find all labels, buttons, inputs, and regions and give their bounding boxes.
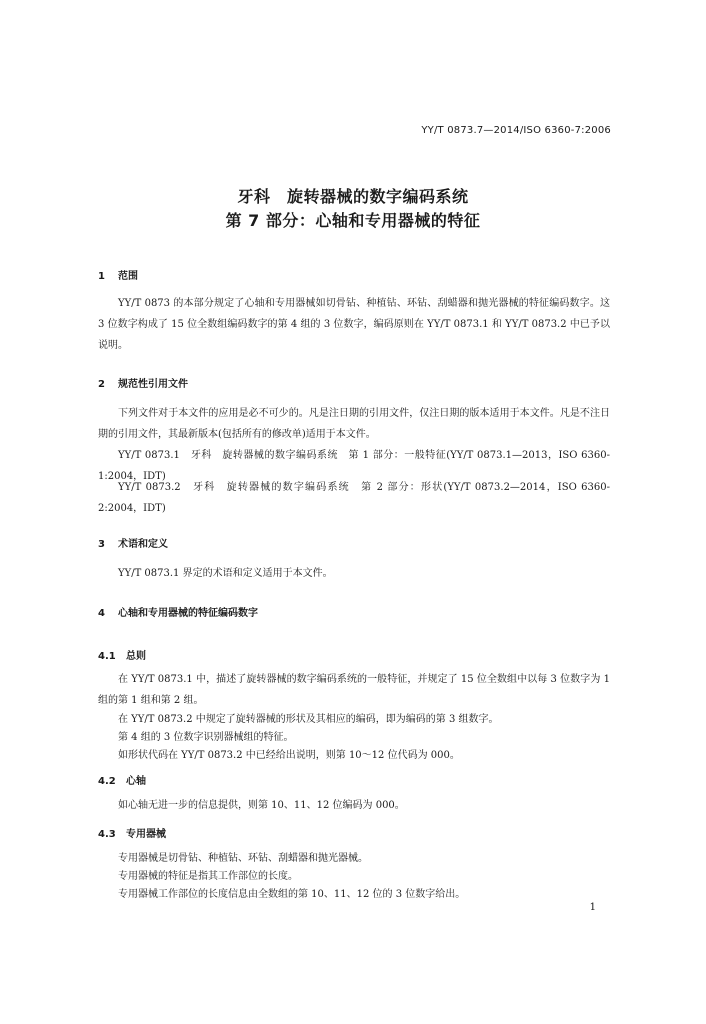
section-1-paragraph: YY/T 0873 的本部分规定了心轴和专用器械如切骨钻、种植钻、环钻、刮蜡器和抛光器械的特征编码数字。这 3 位数字构成了 15 位全数组编码数字的第 4 组的 3 位数字，编码原则在 YY/T 0873.1 和 YY/T 0873.2 中已予以说明。 (98, 298, 610, 351)
normative-reference-2: YY/T 0873.2 牙科 旋转器械的数字编码系统 第 2 部分：形状(YY/T 0873.2—2014，ISO 6360-2:2004，IDT) (98, 482, 610, 514)
normative-reference-1: YY/T 0873.1 牙科 旋转器械的数字编码系统 第 1 部分：一般特征(YY/T 0873.1—2013，ISO 6360-1:2004，IDT) (98, 450, 610, 482)
section-4-2-heading (98, 772, 146, 787)
document-title-line-1: 牙科 旋转器械的数字编码系统 (237, 187, 469, 206)
section-1-heading (98, 267, 138, 282)
section-title: 专用器械 (126, 829, 166, 840)
section-4-heading (98, 604, 258, 619)
section-3-heading (98, 535, 168, 550)
section-4-3-paragraph-1: 专用器械是切骨钻、种植钻、环钻、刮蜡器和抛光器械。 (118, 853, 368, 864)
section-number: 4 (98, 608, 105, 619)
section-4-1-paragraph-2: 在 YY/T 0873.2 中规定了旋转器械的形状及其相应的编码，即为编码的第 3 组数字。 (118, 714, 499, 725)
section-number: 2 (98, 379, 105, 390)
section-title: 心轴 (126, 776, 146, 787)
section-4-1-paragraph-4: 如形状代码在 YY/T 0873.2 中已经给出说明，则第 10～12 位代码为 000。 (118, 750, 460, 761)
document-title-line-2: 第 7 部分：心轴和专用器械的特征 (225, 211, 481, 230)
section-3-paragraph: YY/T 0873.1 界定的术语和定义适用于本文件。 (118, 568, 333, 579)
section-4-1-paragraph-1: 在 YY/T 0873.1 中，描述了旋转器械的数字编码系统的一般特征，并规定了 15 位全数组中以每 3 位数字为 1 组的第 1 组和第 2 组。 (98, 674, 610, 706)
section-4-2-paragraph-1: 如心轴无进一步的信息提供，则第 10、11、12 位编码为 000。 (118, 800, 405, 811)
standard-header: YY/T 0873.7—2014/ISO 6360-7:2006 (421, 125, 611, 136)
section-2-paragraph: 下列文件对于本文件的应用是必不可少的。凡是注日期的引用文件，仅注日期的版本适用于本文件。凡是不注日期的引用文件，其最新版本(包括所有的修改单)适用于本文件。 (98, 408, 610, 440)
section-4-3-paragraph-2: 专用器械的特征是指其工作部位的长度。 (118, 871, 298, 882)
section-2-heading (98, 375, 188, 390)
section-number: 4.1 (98, 651, 116, 662)
section-number: 1 (98, 271, 105, 282)
page-number: 1 (589, 902, 596, 913)
section-title: 心轴和专用器械的特征编码数字 (118, 608, 258, 619)
section-title: 规范性引用文件 (118, 379, 188, 390)
section-title: 范围 (118, 271, 138, 282)
section-number: 3 (98, 539, 105, 550)
section-number: 4.3 (98, 829, 116, 840)
section-number: 4.2 (98, 776, 116, 787)
section-title: 术语和定义 (118, 539, 168, 550)
section-4-3-heading (98, 825, 166, 840)
section-4-1-heading (98, 647, 146, 662)
section-4-3-paragraph-3: 专用器械工作部位的长度信息由全数组的第 10、11、12 位的 3 位数字给出。 (118, 889, 466, 900)
section-title: 总则 (126, 651, 146, 662)
section-4-1-paragraph-3: 第 4 组的 3 位数字识别器械组的特征。 (118, 732, 294, 743)
